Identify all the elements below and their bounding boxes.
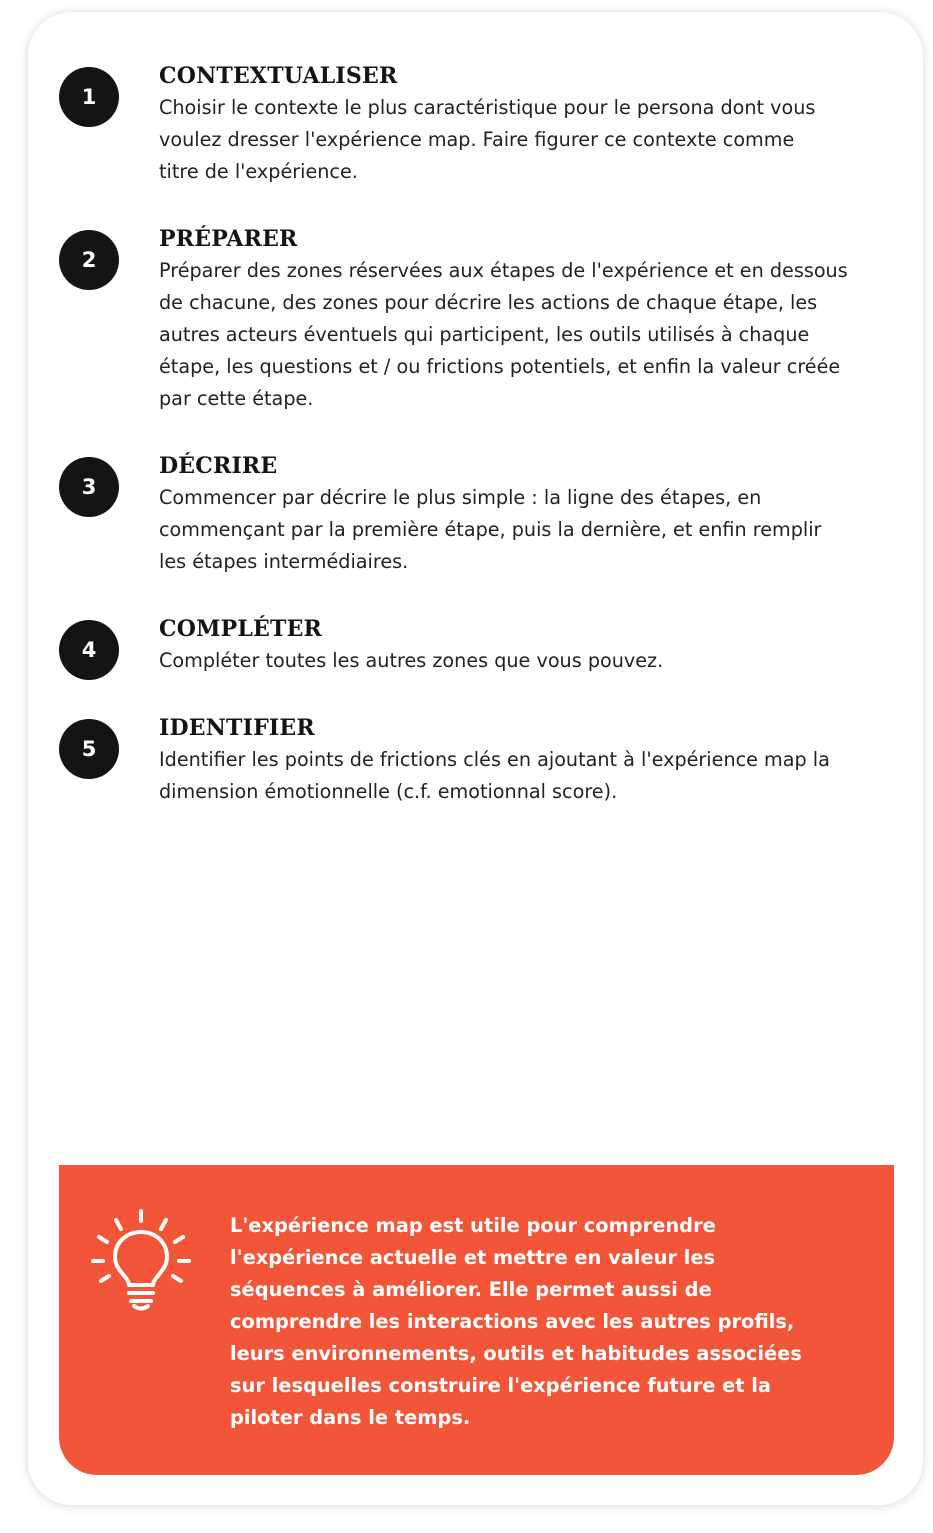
- step-title: IDENTIFIER: [159, 715, 315, 741]
- tip-callout: [59, 1165, 894, 1475]
- callout-text: L'expérience map est utile pour comprendre l'expérience actuelle et mettre en valeur les séquences à améliorer. Elle permet aussi de comprendre les interactions avec les autres profils, leurs environnements, outils et habitudes associées sur lesquelles construire l'expérience future et la piloter dans le temps.: [230, 1214, 802, 1429]
- method-card: [28, 12, 923, 1505]
- step-item: [59, 452, 879, 578]
- step-number-badge: 5: [59, 719, 119, 779]
- step-description: Identifier les points de frictions clés en ajoutant à l'expérience map la dimension émotionnelle (c.f. emotionnal score).: [159, 748, 830, 803]
- step-number-badge: 3: [59, 457, 119, 517]
- step-item: [59, 714, 879, 808]
- lightbulb-icon: [89, 1205, 193, 1315]
- step-item: [59, 615, 879, 677]
- step-title: DÉCRIRE: [159, 453, 278, 479]
- step-title: CONTEXTUALISER: [159, 63, 398, 89]
- step-description: Choisir le contexte le plus caractéristique pour le persona dont vous voulez dresser l'expérience map. Faire figurer ce contexte comme titre de l'expérience.: [159, 96, 816, 183]
- step-title: COMPLÉTER: [159, 616, 323, 642]
- step-item: [59, 225, 879, 415]
- step-number-badge: 2: [59, 230, 119, 290]
- step-description: Compléter toutes les autres zones que vous pouvez.: [159, 649, 664, 672]
- step-title: PRÉPARER: [159, 226, 298, 252]
- step-item: [59, 62, 879, 188]
- step-number-badge: 4: [59, 620, 119, 680]
- step-description: Commencer par décrire le plus simple : la ligne des étapes, en commençant par la première étape, puis la dernière, et enfin remplir les étapes intermédiaires.: [159, 486, 822, 573]
- step-description: Préparer des zones réservées aux étapes de l'expérience et en dessous de chacune, des zones pour décrire les actions de chaque étape, les autres acteurs éventuels qui participent, les outils utilisés à chaque étape, les questions et / ou frictions potentiels, et enfin la valeur créée par cette étape.: [159, 259, 848, 410]
- steps-list: [59, 62, 879, 808]
- step-number-badge: 1: [59, 67, 119, 127]
